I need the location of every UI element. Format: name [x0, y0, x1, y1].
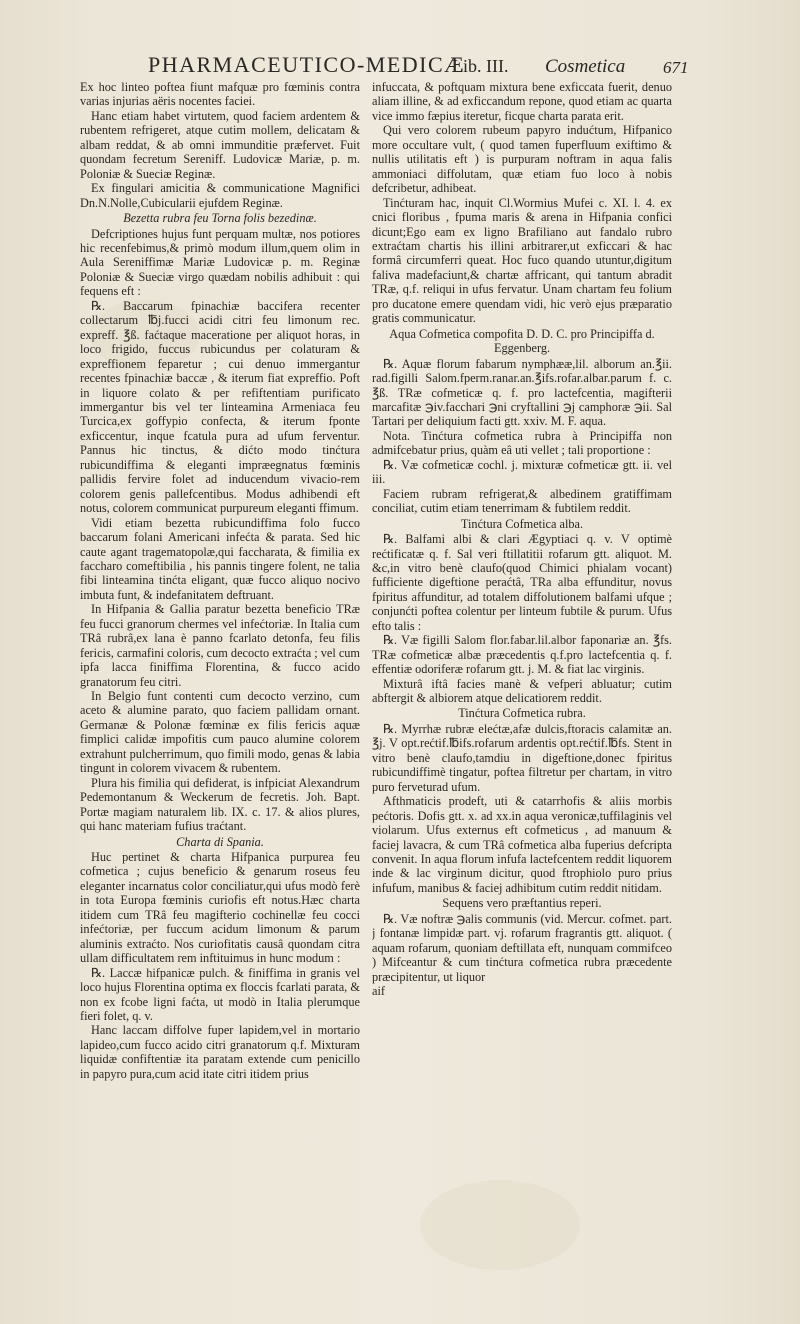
paragraph: Plura his fimilia qui defiderat, is infpiciat Alexandrum Pedemontanum & Weckerum de fecretis. Joh. Bapt. Portæ magiam naturalem lib. IX. c. 17. & alios plures, qui hanc materiam fufius traćtant. — [80, 775, 360, 834]
paragraph: ℞. Væ figilli Salom flor.fabar.lil.albor faponariæ an. ℥fs. TRæ cofmeticæ albæ præcedentis q.f.pro lactefcentia q. f. effentiæ odoriferæ rofarum gtt. j. M. & fiat lac virginis. — [372, 633, 672, 677]
paragraph: Nota. Tinćtura cofmetica rubra à Principiffa non admifcebatur prius, quàm eâ uti vellet ; tali proportione : — [372, 428, 672, 458]
paragraph: Hanc etiam habet virtutem, quod faciem ardentem & rubentem refrigeret, atque cutim mollem, delicatam & albam reddat, & ab omni immunditie præfervet. Fuit quondam fecretum Sereniff. Ludovicæ Mariæ, p. m. Poloniæ & Sueciæ Reginæ. — [80, 108, 360, 181]
section-heading: Charta di Spania. — [176, 834, 264, 849]
paragraph: Ex fingulari amicitia & communicatione Magnifici Dn.N.Nolle,Cubicularii ejufdem Reginæ. — [80, 181, 360, 210]
paragraph: Qui vero colorem rubeum papyro indućtum, Hifpanico more occultare vult, ( quod tamen fuperfluum exiftimo & nullis utilitatis eft ) is purpuram noftram in aqua falis ammoniaci diffolutam, quæ etiam fuo loco à nobis defcribetur, adhibeat. — [372, 123, 672, 196]
paragraph: infuccata, & poftquam mixtura bene exficcata fuerit, denuo aliam illine, & ad exficcandum repone, quod etiam ac quarta vice immo fæpius iteretur, ficque charta parata erit. — [372, 80, 672, 123]
paragraph: Ex hoc linteo poftea fiunt mafquæ pro fœminis contra varias injurias aëris nocentes faciei. — [80, 80, 360, 109]
paragraph: ℞. Myrrhæ rubræ elećtæ,afæ dulcis,ftoracis calamitæ an. ℥j. V opt.rećtif.℔ifs.rofarum ardentis opt.rećtif.℔fs. Stent in vitro benè claufo,tamdiu in digeftione,donec fpiritus rubicundiffimè tingatur, poftea filtretur per chartam, in vitro puro ferveturad ufum. — [372, 721, 672, 794]
left-text-column — [80, 80, 360, 1280]
recipe-heading: Sequens vero præftantius reperi. — [442, 896, 602, 911]
paragraph: Huc pertinet & charta Hifpanica purpurea feu cofmetica ; cujus beneficio & genarum roseus feu eleganter incarnatus color conciliatur,qui ufus modò ferè in tota Europa fœminis curiofis eft notus.Hæc charta itidem cum TRâ feu magifterio cochinellæ feu cocci infećtoriæ, per fuccum acidum limonum & parum aluminis extraćto. Nos curiofitatis causâ quondam citra ullam difficultatem rem inftituimus in hunc modum : — [80, 850, 360, 966]
paragraph: Faciem rubram refrigerat,& albedinem gratiffimam conciliat, cutim etiam tenerrimam & fubtilem reddit. — [372, 486, 672, 516]
running-head-section: Cosmetica — [545, 56, 626, 77]
paragraph: ℞. Aquæ florum fabarum nymphææ,lil. alborum an.℥ii. rad.figilli Salom.fperm.ranar.an.℥ifs.rofar.albar.parum f. c. ℥ß. TRæ cofmeticæ q. f. pro lactefcentia, magifterii marcafitæ ℈iv.facchari ℈ni cryftallini ℈j camphoræ ℈ii. Sal Tartari per deliquium facti gtt. xxiv. M. F. aqua. — [372, 356, 672, 429]
paragraph: Hanc laccam diffolve fuper lapidem,vel in mortario lapideo,cum fucco acido citri granatorum q.f. Mixturam liquidæ confiftentiæ ita paratam extende cum penicillo in papyro pura,cum acid itate citri itidem prius — [80, 1023, 360, 1081]
paragraph: ℞. Væ cofmeticæ cochl. j. mixturæ cofmeticæ gtt. ii. vel iii. — [372, 457, 672, 487]
running-head-title: PHARMACEUTICO-MEDICÆ — [148, 52, 466, 77]
page-number: 671 — [663, 58, 689, 77]
paragraph: Afthmaticis prodeft, uti & catarrhofis & aliis morbis pećtoris. Dofis gtt. x. ad xx.in aqua veronicæ,tuffilaginis vel violarum. Ufus externus eft cofmeticus , ad manuum & faciej lavacra, & cum TRâ cofmetica alba fuperius defcripta convenit. In aqua florum infufa lactefcentem reddit liquorem inde & lac virginum dicitur, quod ftrophiolo puro prius infufum, manibus & faciej adhibitum cutim reddit nitidam. — [372, 794, 672, 895]
paragraph: Tinćturam hac, inquit Cl.Wormius Mufei c. XI. l. 4. ex cnici floribus , fpuma maris & arena in Hifpania confici dicunt;Ego eam ex ligno Brafiliano aut fandalo rubro extraćtam chartis his illini arbitrarer,ut exficcari & hac formâ circumferri queat. Hoc fuco quando utuntur,digitum faliva madefaciunt,& chartæ affricant, qui tantum abradit TRæ, q.f. reliqui in ufus fervatur. Unam chartam feu folium pro ducatone emere quendam vidi, hic verò ejus præparatio gratis communicatur. — [372, 195, 672, 326]
paragraph: ℞. Baccarum fpinachiæ baccifera recenter collectarum ℔j.fucci acidi citri feu limonum rec. expreff. ℥ß. faćtaque maceratione per aliquot horas, in loco frigido, fuccus rubicundus per colaturam & expreffionem feparetur ; cui denuo immergantur recentes fpinachiæ baccæ , & iterum fiat expreffio. Poft in liquore colato & per refiftentiam purificato immergantur bis vel ter linteamina Armeniaca feu Turcica,ex goffypio confecta, & iterum fponte exficcentur, inque fcatula pura ad ufum ferventur. Pannus hic tinctus, & dićto modo tinćtura rubicundiffima & eleganti impræegnatus fœminis pallidis fervire folet ad inducendum vivacio-rem colorem genis pallefcentibus. Modus adhibendi eft notus, colorem communicat purpureum eleganti ffimum. — [80, 298, 360, 516]
section-heading: Bezetta rubra feu Torna folis bezedinæ. — [123, 211, 317, 226]
paragraph: In Hifpania & Gallia paratur bezetta beneficio TRæ feu fucci granorum chermes vel infećtoriæ. In Italia cum TRâ rubrâ,ex lana è panno fcarlato detonfa, feu filis fericis, carmafini coloris, cum decocto extraćta ; vel cum ipfa lacca finiffima Florentina, & fucco acido granatorum feu citri. — [80, 602, 360, 689]
paragraph: aif — [372, 984, 385, 999]
paragraph: In Belgio funt contenti cum decocto verzino, cum aceto & alumine parato, quo faciem pallidam ornant. Germanæ & Polonæ fœminæ ex filis fericis aquæ fimplici calidæ impofitis cum pauco alumine colorem extrahunt pulcherrimum, quo fimili modo, genas & labia tingunt in colorem vivacem & rubentem. — [80, 689, 360, 776]
paragraph: ℞. Laccæ hifpanicæ pulch. & finiffima in granis vel loco hujus Florentina optima ex floccis fcarlati parata, & non ex fcobe ligni faćta, ut modò in Italia plerumque fieri folet, q. v. — [80, 965, 360, 1023]
running-head-book: Lib. III. — [452, 56, 509, 76]
recipe-heading: Aqua Cofmetica compofita D. D. C. pro Principiffa d. Eggenberg. — [389, 326, 655, 356]
running-head — [0, 52, 800, 82]
paragraph: Defcriptiones hujus funt perquam multæ, nos potiores hic recenfebimus,& primò modum illum,quem olim in Aula Sereniffimæ Mariæ Ludovicæ p. m. Reginæ Poloniæ & Sueciæ virgo quædam nobilis adhibuit : qui fequens eft : — [80, 226, 360, 299]
right-text-column — [372, 80, 672, 1280]
paragraph: Vidi etiam bezetta rubicundiffima folo fucco baccarum folani Americani infećta & parata. Sed hic caute agant tragematopolæ,qui faccharata, & fimilia ex faccharo comeftibilia , his pannis tingere folent, ne talia fibi linteamina tinćta eligant, quæ fucco aliquo nocivo imbuta funt, & indefanitatem deftruant. — [80, 515, 360, 602]
paragraph: Mixturâ iftâ facies manè & vefperi abluatur; cutim abftergit & albiorem atque delicatiorem reddit. — [372, 676, 672, 706]
recipe-heading: Tinćtura Cofmetica alba. — [460, 516, 584, 531]
paragraph: ℞. Væ noftræ ℈alis communis (vid. Mercur. cofmet. part. j fontanæ limpidæ part. vj. rofarum fragrantis gtt. aliquot. ( aquam rofarum, quoniam deftillata eft, nunquam commifceo ) Mifceantur & cum tinćtura cofmetica rubra præcedente præcipitentur, ut liquor — [372, 911, 672, 984]
recipe-heading: Tinćtura Cofmetica rubra. — [458, 706, 586, 721]
paragraph: ℞. Balfami albi & clari Ægyptiaci q. v. V optimè rećtificatæ q. f. Sal veri ftillatitii rofarum gtt. aliquot. M. &c,in vitro benè claufo(quod Chimici phialam vocant) fufficiente digeftione peraćtâ, TRa alba effunditur, novus fpiritus affunditur, ad totalem diffolutionem balfami ufque ; conjunćti poftea colentur per linteum fubtile & purum. Ufus efto talis : — [372, 532, 672, 633]
